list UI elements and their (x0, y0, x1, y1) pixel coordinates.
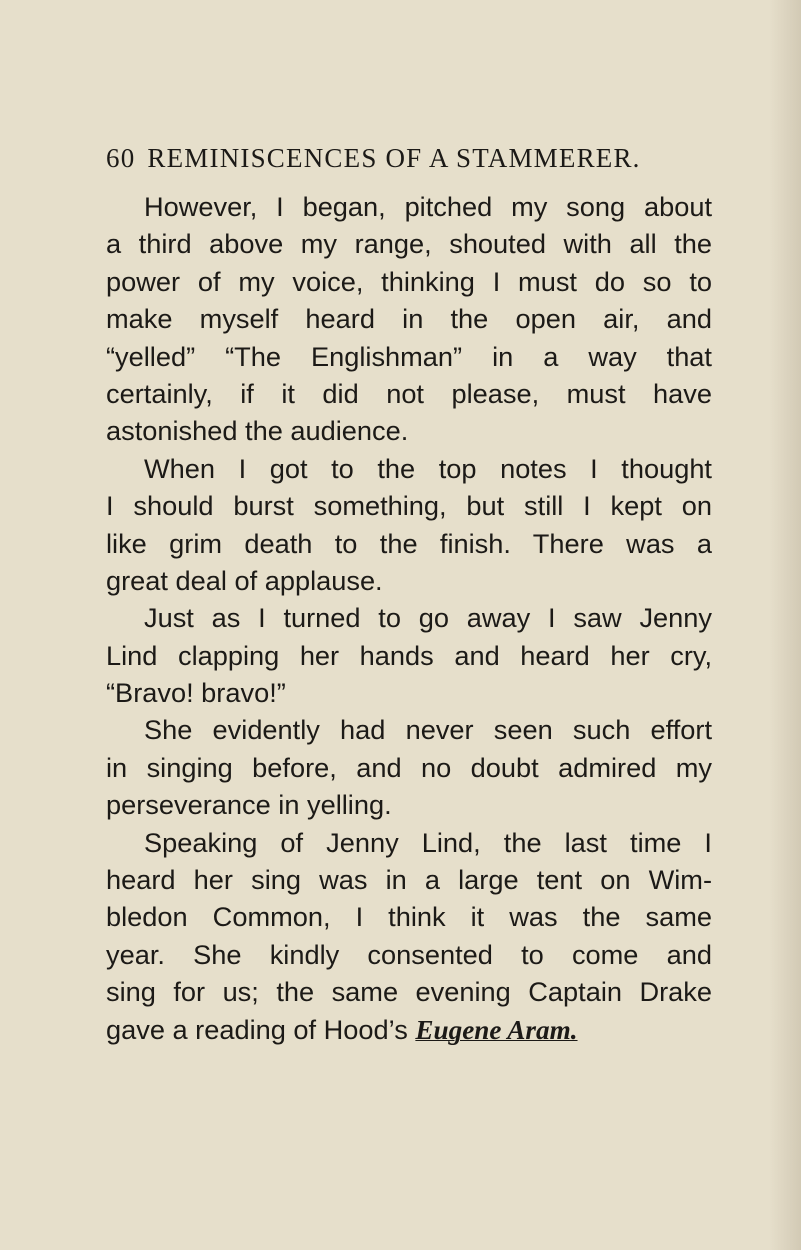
body-text (106, 188, 712, 1048)
italic-book-title: Eugene Aram. (415, 1014, 578, 1045)
text-line: like grim death to the finish. There was a (106, 527, 712, 559)
text-line: astonished the audience. (106, 415, 409, 447)
text-line: make myself heard in the open air, and (106, 303, 712, 335)
text-line: Speaking of Jenny Lind, the last time I (144, 826, 712, 858)
text-line: great deal of applause. (106, 564, 383, 596)
running-title: REMINISCENCES OF A STAMMERER. (147, 143, 641, 173)
page-number: 60 (106, 143, 136, 173)
text-line: “yelled” “The Englishman” in a way that (106, 340, 712, 372)
text-line: bledon Common, I think it was the same (106, 901, 712, 933)
text-line-start: gave a reading of Hood’s (106, 1013, 408, 1045)
running-header (106, 143, 641, 174)
text-line: However, I began, pitched my song about (144, 191, 712, 222)
text-line: Just as I turned to go away I saw Jenny (144, 602, 712, 634)
text-line: power of my voice, thinking I must do so to (106, 265, 712, 297)
text-line: in singing before, and no doubt admired my (106, 751, 712, 783)
text-line: a third above my range, shouted with all the (106, 228, 712, 260)
text-line: sing for us; the same evening Captain Drake (106, 976, 712, 1008)
text-line: perseverance in yelling. (106, 789, 392, 821)
text-line-last (106, 1011, 712, 1048)
text-line: heard her sing was in a large tent on Wim- (106, 864, 712, 896)
text-line: certainly, if it did not please, must have (106, 377, 712, 409)
text-line: She evidently had never seen such effort (144, 714, 712, 746)
text-line: “Bravo! bravo!” (106, 677, 286, 709)
text-line: I should burst something, but still I kept on (106, 490, 712, 522)
text-line: When I got to the top notes I thought (144, 452, 712, 484)
text-line: Lind clapping her hands and heard her cry, (106, 639, 712, 671)
text-line: year. She kindly consented to come and (106, 938, 712, 970)
